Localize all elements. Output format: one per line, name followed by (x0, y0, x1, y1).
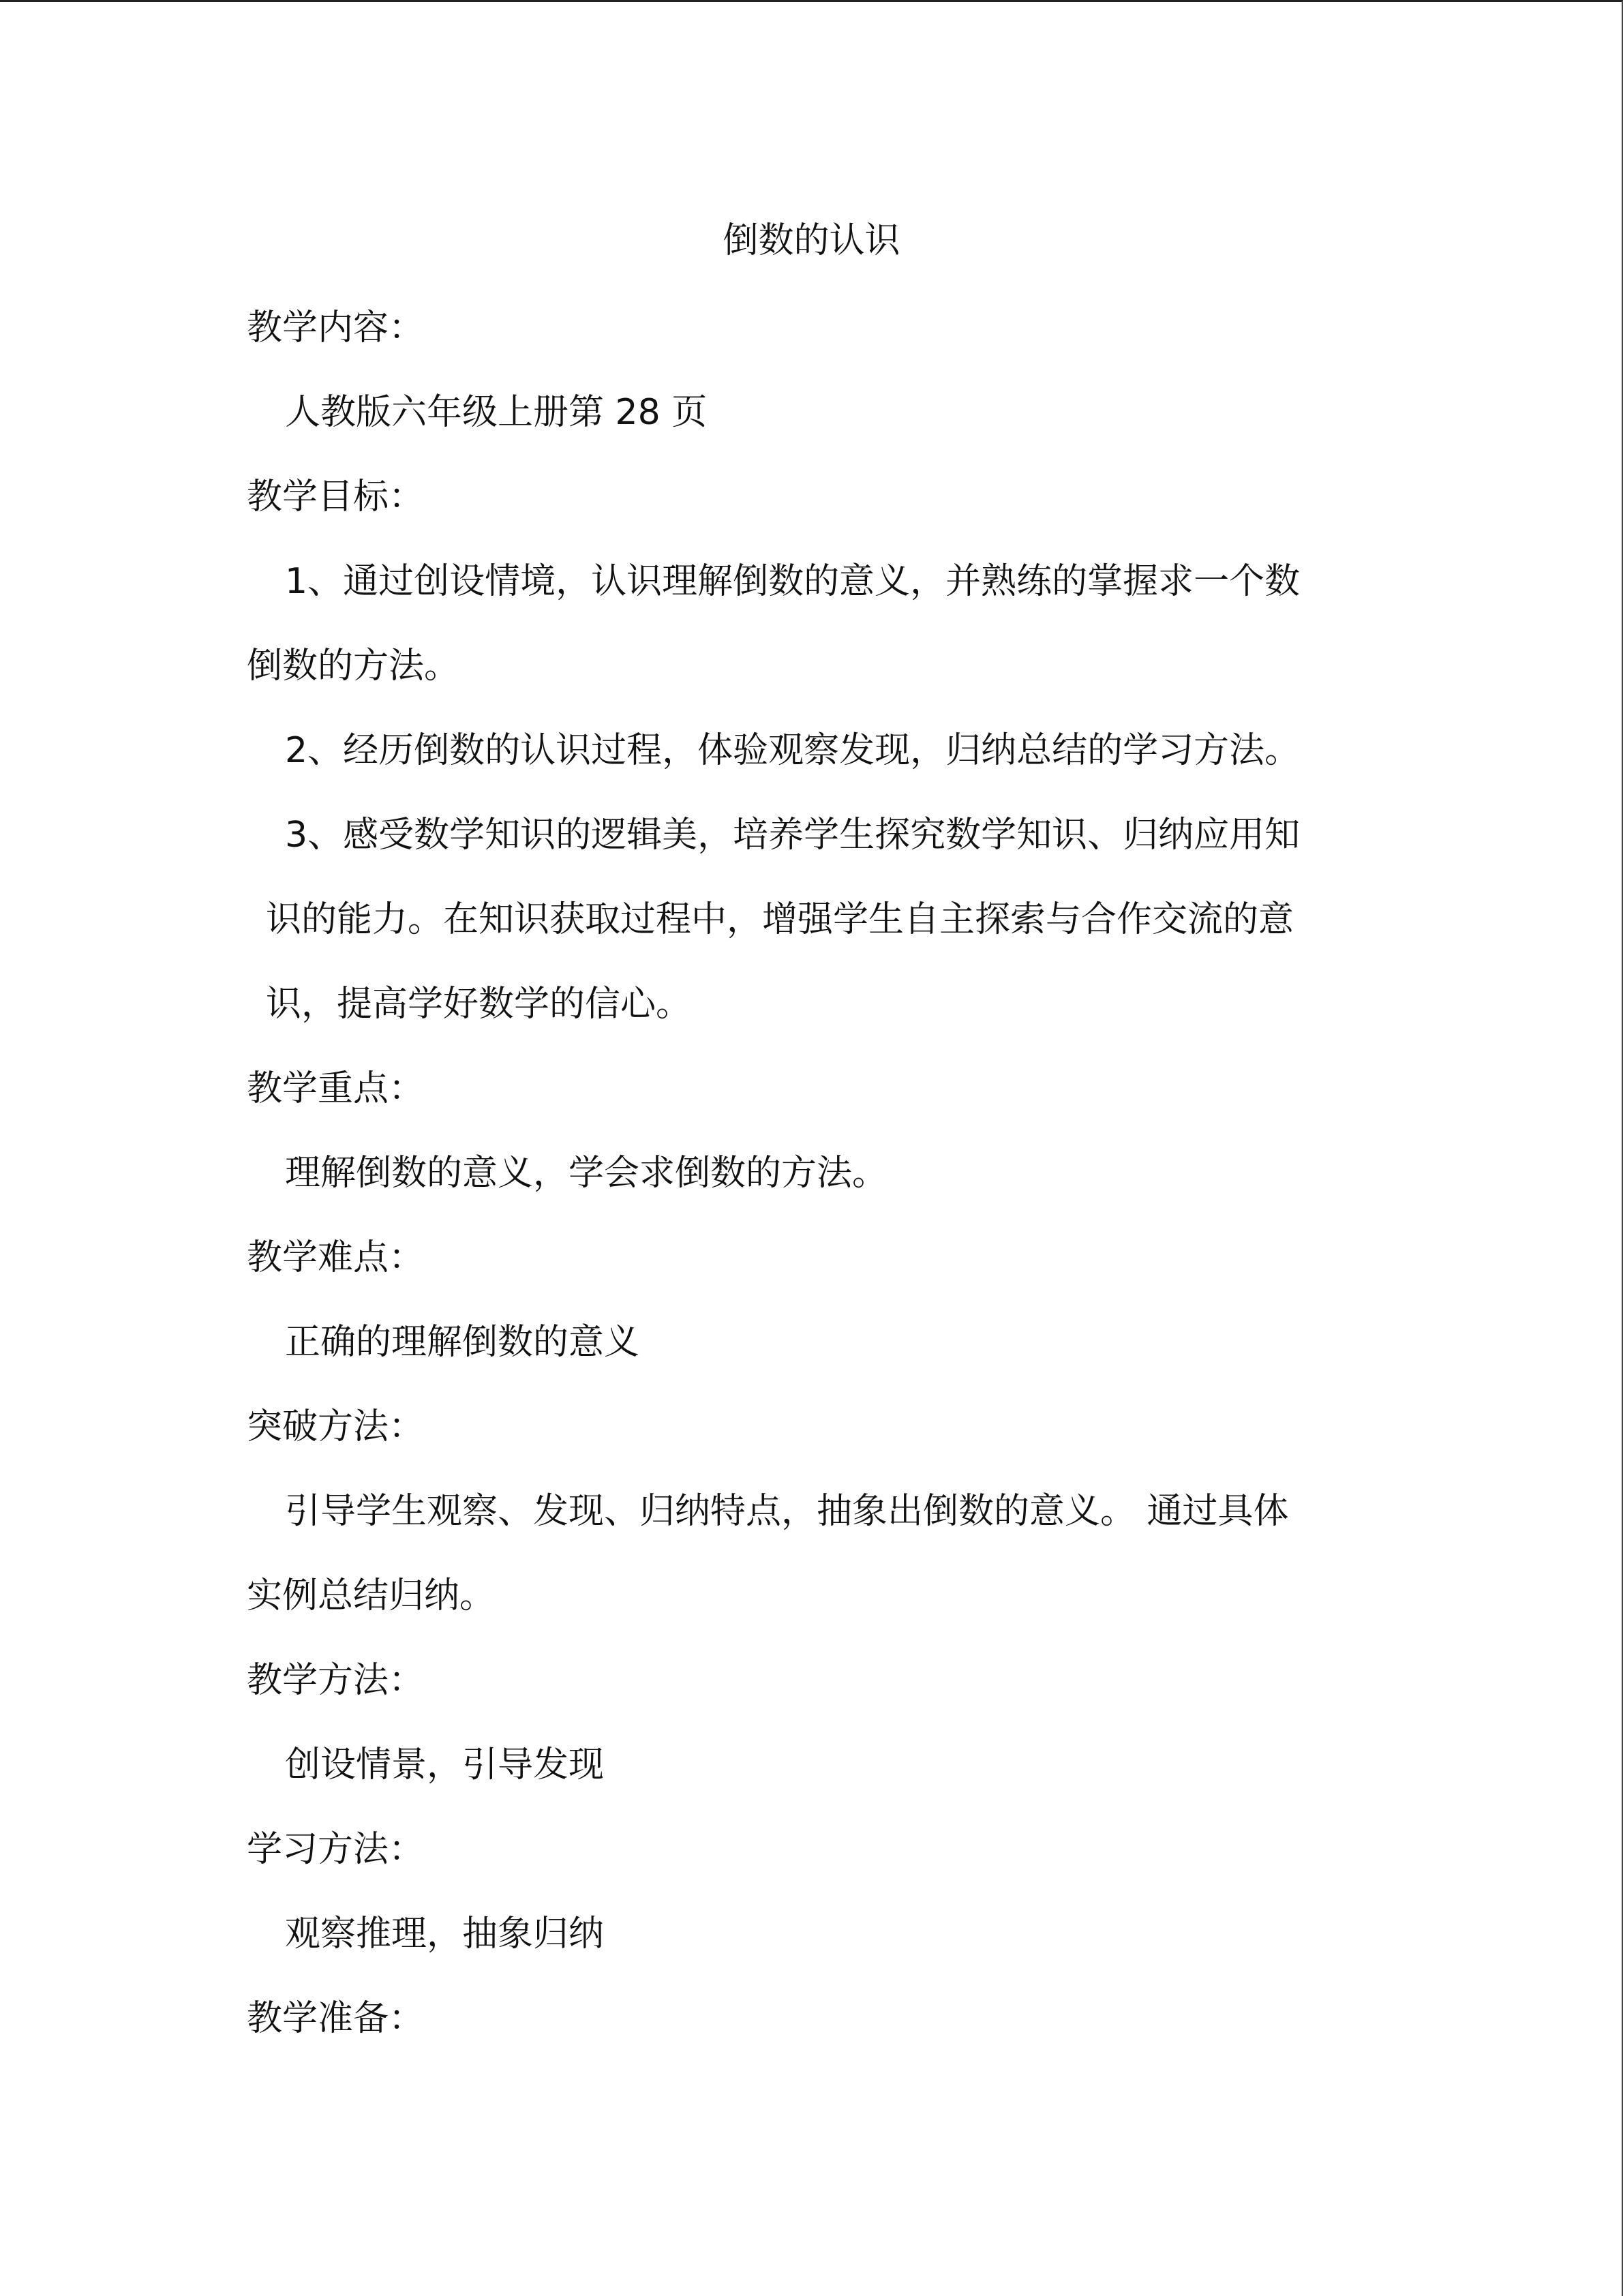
page-title: 倒数的认识 (723, 220, 900, 261)
difficulty-heading: 教学难点： (247, 1237, 425, 1278)
goal-1-line-2: 倒数的方法。 (247, 646, 460, 686)
breakthrough-line-1: 引导学生观察、发现、归纳特点，抽象出倒数的意义。 通过具体 (285, 1491, 1289, 1532)
key-point-heading: 教学重点： (247, 1068, 425, 1109)
difficulty-text: 正确的理解倒数的意义 (285, 1322, 640, 1363)
content-heading: 教学内容： (247, 307, 425, 348)
teaching-method-heading: 教学方法： (247, 1660, 425, 1701)
preparation-heading: 教学准备： (247, 1998, 425, 2039)
breakthrough-heading: 突破方法： (247, 1406, 425, 1447)
goal-1-line-1: 1、通过创设情境，认识理解倒数的意义，并熟练的掌握求一个数 (285, 561, 1301, 602)
goal-2: 2、经历倒数的认识过程，体验观察发现，归纳总结的学习方法。 (285, 730, 1301, 771)
goal-3-line-3: 识，提高学好数学的信心。 (266, 984, 692, 1025)
teaching-method-text: 创设情景，引导发现 (285, 1744, 605, 1785)
learning-method-heading: 学习方法： (247, 1829, 425, 1870)
key-point-text: 理解倒数的意义，学会求倒数的方法。 (285, 1153, 888, 1194)
learning-method-text: 观察推理，抽象归纳 (285, 1914, 605, 1954)
breakthrough-line-2: 实例总结归纳。 (247, 1575, 496, 1616)
goals-heading: 教学目标： (247, 477, 425, 517)
content-text: 人教版六年级上册第 28 页 (285, 392, 708, 433)
goal-3-line-2: 识的能力。在知识获取过程中，增强学生自主探索与合作交流的意 (266, 899, 1294, 940)
goal-3-line-1: 3、感受数学知识的逻辑美，培养学生探究数学知识、归纳应用知 (285, 815, 1301, 856)
